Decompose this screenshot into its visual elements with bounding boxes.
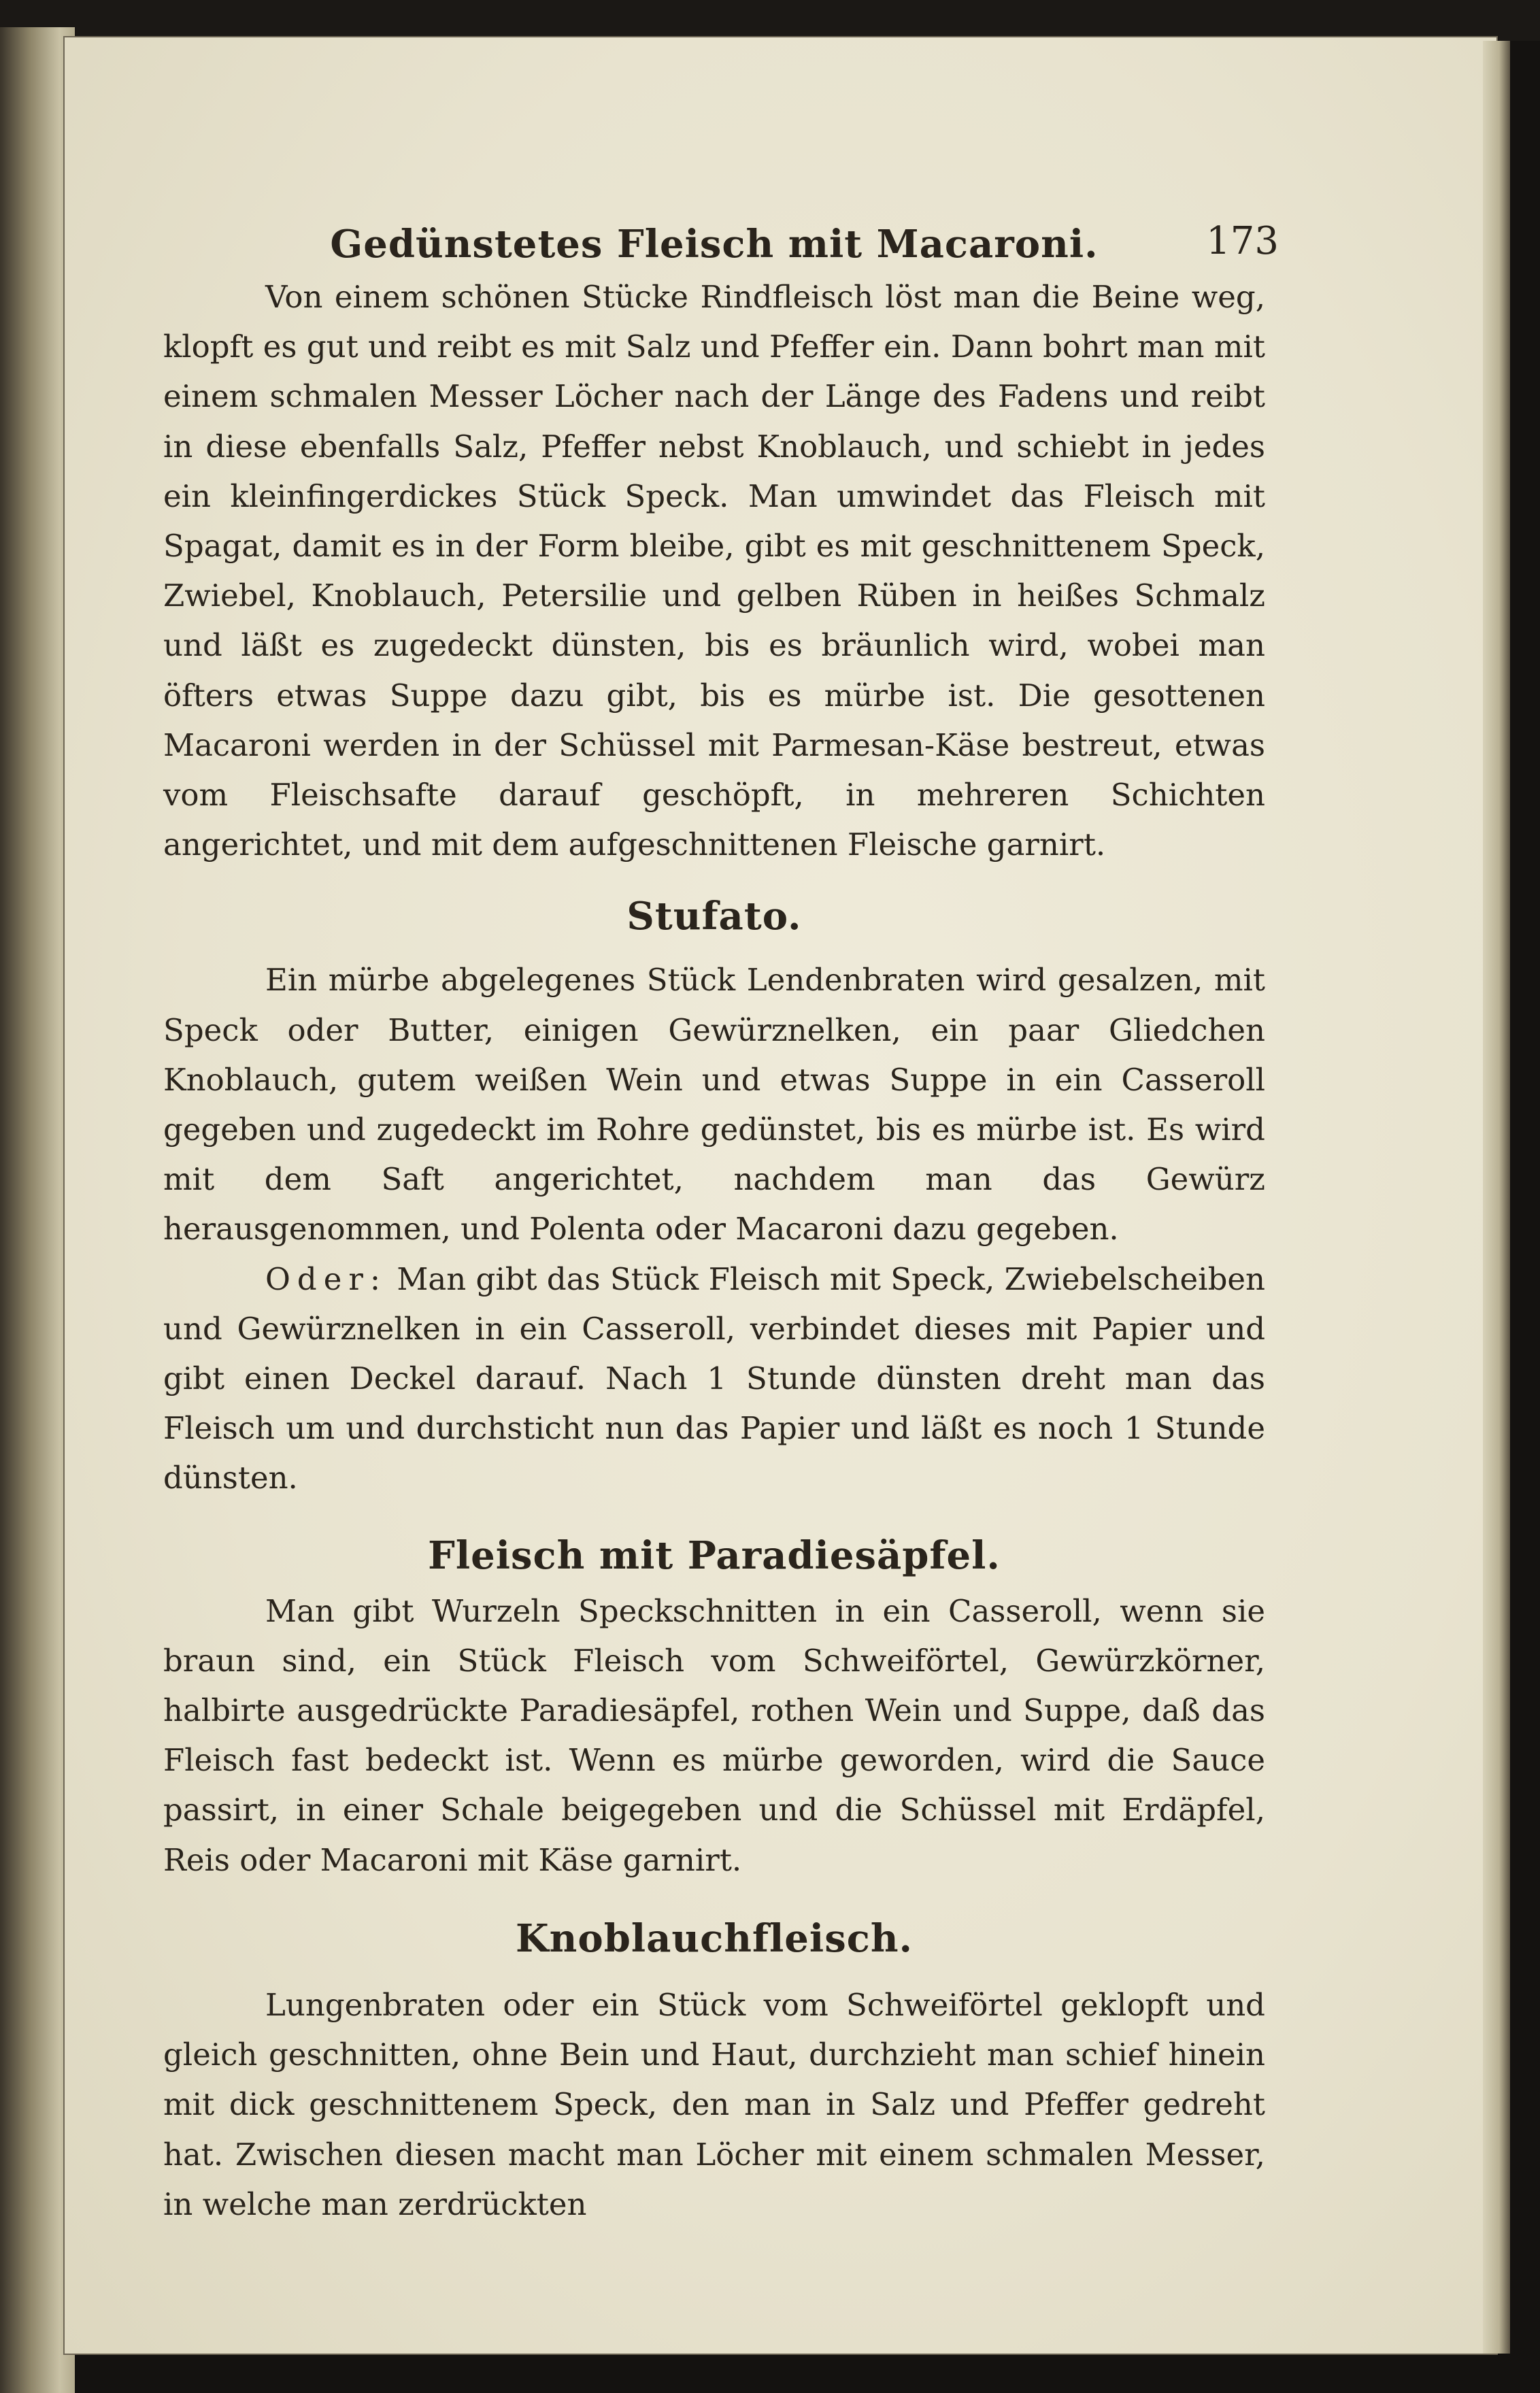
variant-paragraph [163,1254,1265,1503]
variant-label: Oder: [265,1260,388,1297]
section-knoblauchfleisch [163,1912,1265,2229]
section-gedunstetes-fleisch [163,218,1265,869]
section-title: Fleisch mit Paradiesäpfel. [428,1533,1001,1578]
recipe-paragraph: Ein mürbe abgelegenes Stück Lendenbraten wird gesalzen, mit Speck oder Butter, einigen Gewürznelken, ein paar Gliedchen Knoblauch, gutem weißen Wein und etwas Suppe in ein Casseroll gegeben und zugedeckt im Rohre gedünstet, bis es mürbe ist. Es wird mit dem Saft angerichtet, nachdem man das Gewürz herausgenommen, und Polenta oder Macaroni dazu gegeben. [163,962,1265,1248]
previous-page-edge [0,27,75,2393]
variant-text: Man gibt das Stück Fleisch mit Speck, Zwiebelscheiben und Gewürznelken in ein Casseroll, verbindet dieses mit Papier und gibt einen Deckel darauf. Nach 1 Stunde dünsten dreht man das Fleisch um und durchsticht nun das Papier und läßt es noch 1 Stunde dünsten. [163,1260,1265,1496]
section-title: Gedünstetes Fleisch mit Macaroni. [330,222,1099,267]
page-content [163,218,1265,2229]
section-stufato [163,890,1265,1503]
section-title: Knoblauchfleisch. [515,1915,914,1961]
section-title: Stufato. [626,894,802,939]
scan-background [0,0,1540,41]
section-paradiesapfel [163,1529,1265,1885]
page-edge-shadow [1483,41,1510,2354]
recipe-paragraph: Lungenbraten oder ein Stück vom Schweiförtel geklopft und gleich geschnitten, ohne Bein und Haut, durchzieht man schief hinein mit dick geschnittenem Speck, den man in Salz und Pfeffer gedreht hat. Zwischen diesen macht man Löcher mit einem schmalen Messer, in welche man zerdrückten [163,1986,1265,2222]
recipe-paragraph: Von einem schönen Stücke Rindfleisch löst man die Beine weg, klopft es gut und reibt es mit Salz und Pfeffer ein. Dann bohrt man mit einem schmalen Messer Löcher nach der Länge des Fadens und reibt in diese ebenfalls Salz, Pfeffer nebst Knoblauch, und schiebt in jedes ein kleinfingerdickes Stück Speck. Man umwindet das Fleisch mit Spagat, damit es in der Form bleibe, gibt es mit geschnittenem Speck, Zwiebel, Knoblauch, Petersilie und gelben Rüben in heißes Schmalz und läßt es zugedeckt dünsten, bis es bräunlich wird, wobei man öfters etwas Suppe dazu gibt, bis es mürbe ist. Die gesottenen Macaroni werden in der Schüssel mit Parmesan-Käse bestreut, etwas vom Fleischsafte darauf geschöpft, in mehreren Schichten angerichtet, und mit dem aufgeschnittenen Fleische garnirt. [163,279,1265,863]
recipe-paragraph: Man gibt Wurzeln Speckschnitten in ein Casseroll, wenn sie braun sind, ein Stück Fleisch vom Schweiförtel, Gewürzkörner, halbirte ausgedrückte Paradiesäpfel, rothen Wein und Suppe, daß das Fleisch fast bedeckt ist. Wenn es mürbe geworden, wird die Sauce passirt, in einer Schale beigegeben und die Schüssel mit Erdäpfel, Reis oder Macaroni mit Käse garnirt. [163,1592,1265,1878]
page-number: 173 [1206,219,1279,263]
